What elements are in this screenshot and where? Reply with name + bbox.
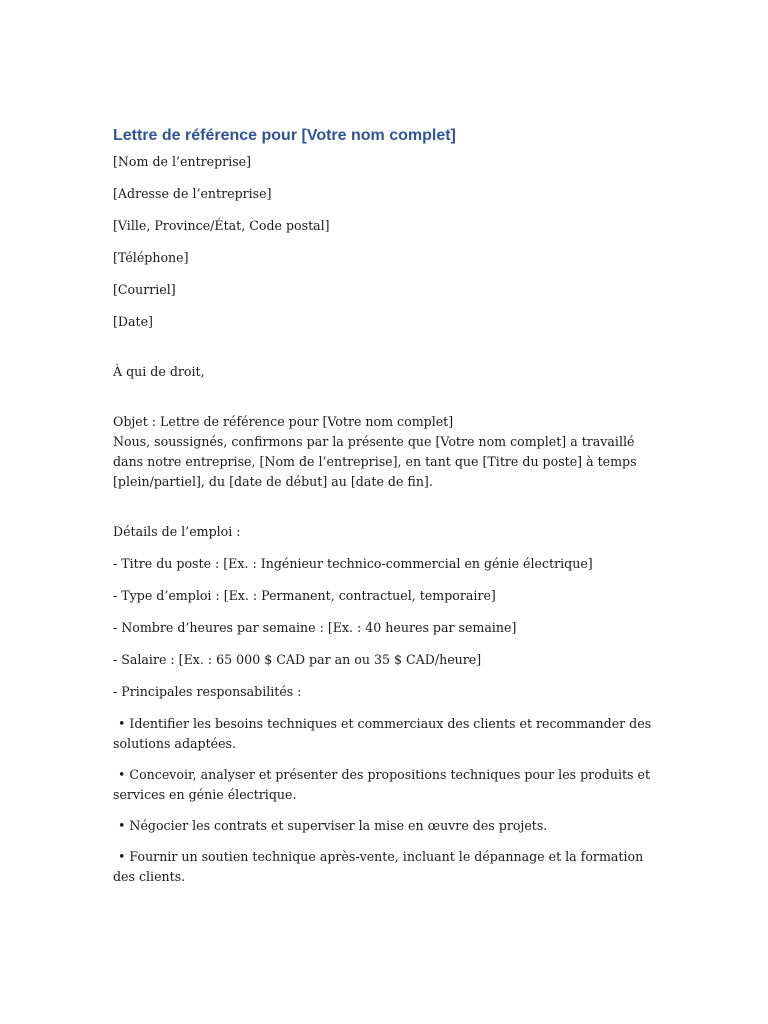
detail-hours: - Nombre d’heures par semaine : [Ex. : 40 heures par semaine] — [113, 620, 517, 635]
city-province-line: [Ville, Province/État, Code postal] — [113, 218, 330, 233]
company-address-line: [Adresse de l’entreprise] — [113, 186, 272, 201]
responsibility-item — [113, 847, 661, 887]
detail-job-title: - Titre du poste : [Ex. : Ingénieur technico-commercial en génie électrique] — [113, 556, 593, 571]
intro-paragraph: Nous, soussignés, confirmons par la présente que [Votre nom complet] a travaillé dans notre entreprise, [Nom de l’entreprise], en tant que [Titre du poste] à temps [plein/partiel], du [date de début] au [date de fin]. — [113, 434, 637, 489]
email-line: [Courriel] — [113, 282, 176, 297]
detail-salary: - Salaire : [Ex. : 65 000 $ CAD par an ou 35 $ CAD/heure] — [113, 652, 482, 667]
responsibility-text: • Négocier les contrats et superviser la mise en œuvre des projets. — [118, 818, 548, 833]
subject-line: Objet : Lettre de référence pour [Votre nom complet] — [113, 414, 454, 429]
employment-details — [113, 522, 661, 887]
company-header — [113, 152, 661, 332]
responsibility-text: • Fournir un soutien technique après-vente, incluant le dépannage et la formation des clients. — [113, 849, 644, 884]
letter-title: Lettre de référence pour [Votre nom complet] — [113, 127, 456, 144]
responsibility-text: • Identifier les besoins techniques et commerciaux des clients et recommander des solutions adaptées. — [113, 716, 652, 751]
salutation: À qui de droit, — [113, 364, 205, 379]
letter-body — [113, 126, 661, 898]
responsibility-item — [113, 714, 661, 754]
date-line: [Date] — [113, 314, 153, 329]
detail-responsibilities-heading: - Principales responsabilités : — [113, 684, 302, 699]
phone-line: [Téléphone] — [113, 250, 189, 265]
responsibility-item — [113, 816, 661, 836]
detail-employment-type: - Type d’emploi : [Ex. : Permanent, contractuel, temporaire] — [113, 588, 496, 603]
company-name-line: [Nom de l’entreprise] — [113, 154, 252, 169]
details-heading: Détails de l’emploi : — [113, 524, 241, 539]
responsibility-text: • Concevoir, analyser et présenter des propositions techniques pour les produits et services en génie électrique. — [113, 767, 651, 802]
responsibility-item — [113, 765, 661, 805]
